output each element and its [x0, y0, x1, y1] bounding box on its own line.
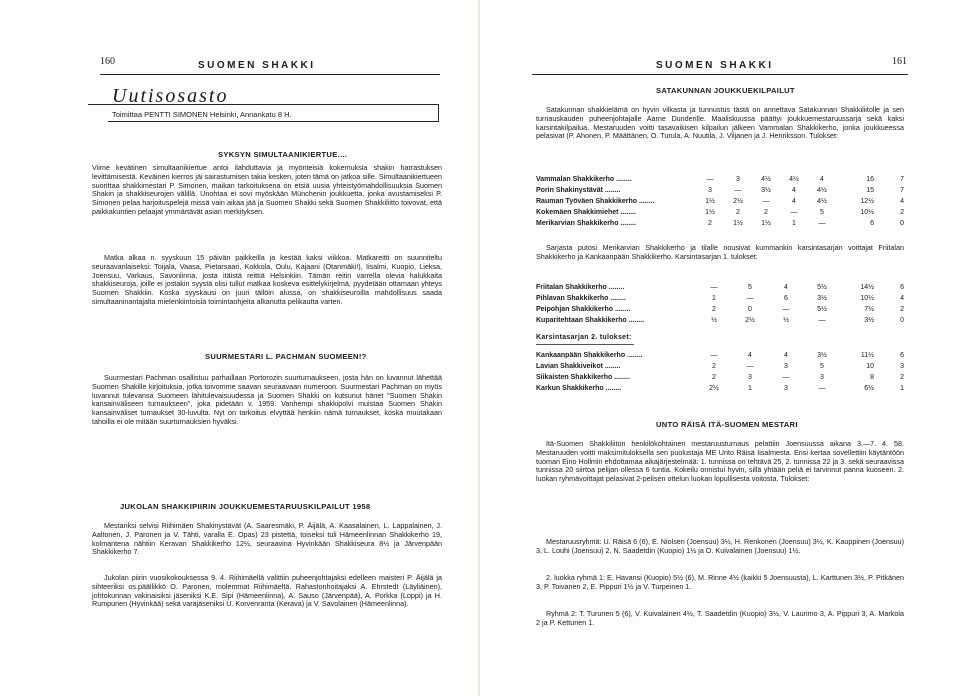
page-number: 161	[892, 56, 907, 67]
score-cell: 0	[748, 306, 752, 313]
score-cell: 2	[708, 220, 712, 227]
score-cell: —	[762, 198, 770, 205]
score-cell: 1	[748, 385, 752, 392]
score-cell: ½	[711, 317, 717, 324]
rank-cell: 2	[900, 374, 904, 381]
qualifier-2-table	[536, 350, 904, 394]
points-cell: 14½	[860, 284, 874, 291]
score-cell: —	[818, 317, 826, 324]
score-cell: 1½	[761, 220, 771, 227]
score-cell: 3	[736, 176, 740, 183]
points-cell: 8	[870, 374, 874, 381]
score-cell: 4½	[817, 187, 827, 194]
score-cell: 3	[820, 374, 824, 381]
rank-cell: 7	[900, 176, 904, 183]
points-cell: 10½	[860, 209, 874, 216]
points-cell: 7½	[864, 306, 874, 313]
rank-cell: 2	[900, 209, 904, 216]
score-cell: 2½	[733, 198, 743, 205]
score-cell: 4½	[761, 176, 771, 183]
score-cell: 5	[748, 284, 752, 291]
table-row	[536, 207, 904, 218]
article-heading: SUURMESTARI L. PACHMAN SUOMEEN!?	[205, 352, 367, 361]
points-cell: 6	[870, 220, 874, 227]
score-cell: —	[818, 220, 826, 227]
score-cell: 1½	[705, 209, 715, 216]
running-head: SUOMEN SHAKKI	[198, 60, 316, 71]
points-cell: 16	[866, 176, 874, 183]
article-heading: UNTO RÄISÄ ITÄ-SUOMEN MESTARI	[656, 420, 798, 429]
section-title: Uutisosasto	[112, 85, 229, 107]
score-cell: 1½	[705, 198, 715, 205]
team-name: Pihlavan Shakkikerho ........	[536, 295, 626, 302]
score-cell: 4	[792, 198, 796, 205]
article-paragraph: Satakunnan shakkielämä on hyvin vilkasta ja tunnustus tästä on annettava Satakunnan Shakkiliitolle ja sen turnauskauden puheenjohtajalle Aarne Dunderille. Maaliskuussa päättyi joukkuemestaruussarja sekä kaksi karsintakilpailua. Mestaruuden voitti tasavaikisen kilpailun jälkeen Vammalan Shakkikerho, jonka joukkueessa pelasivat (P. Ahonen, P. Määttänen, O. Turula, A. Nuutila, J. Viljanen ja J. Henriksson. Tulokset:	[536, 105, 904, 141]
score-cell: 4	[792, 187, 796, 194]
group-result: Mestaruusryhmä: U. Räisä 6 (6), E. Niolsen (Joensuu) 3½, H. Renkonen (Joensuu) 3½, K. Kauppinen (Joensuu) 3, L. Louhi (Joensuu) 2, N. Saadetdin (Kuopio) 1½ ja O. Kuivalainen (Joensuu) 1½.	[536, 537, 904, 555]
rank-cell: 2	[900, 306, 904, 313]
score-cell: —	[782, 374, 790, 381]
rank-cell: 4	[900, 295, 904, 302]
score-cell: 2	[712, 306, 716, 313]
score-cell: —	[710, 284, 718, 291]
rank-cell: 0	[900, 317, 904, 324]
score-cell: —	[746, 363, 754, 370]
table-row	[536, 196, 904, 207]
running-head: SUOMEN SHAKKI	[656, 60, 774, 71]
table-row	[536, 304, 904, 315]
table-row	[536, 372, 904, 383]
rank-cell: 6	[900, 352, 904, 359]
article-heading: JUKOLAN SHAKKIPIIRIN JOUKKUEMESTARUUSKILPAILUT 1958	[120, 502, 371, 511]
score-cell: —	[746, 295, 754, 302]
score-cell: 2	[712, 363, 716, 370]
score-cell: —	[706, 176, 714, 183]
points-cell: 10	[866, 363, 874, 370]
rank-cell: 1	[900, 385, 904, 392]
score-cell: ½	[783, 317, 789, 324]
table-row	[536, 361, 904, 372]
score-cell: 5½	[817, 306, 827, 313]
article-heading: SYKSYN SIMULTAANIKIERTUE....	[218, 150, 348, 159]
team-name: Vammalan Shakkikerho ........	[536, 176, 632, 183]
score-cell: 2	[764, 209, 768, 216]
score-cell: 3	[784, 385, 788, 392]
header-rule	[532, 74, 908, 75]
score-cell: 4½	[789, 176, 799, 183]
points-cell: 15	[866, 187, 874, 194]
team-name: Rauman Työväen Shakkikerho ........	[536, 198, 655, 205]
table-row	[536, 315, 904, 326]
team-name: Lavian Shakkiveikot ........	[536, 363, 621, 370]
rank-cell: 7	[900, 187, 904, 194]
score-cell: —	[734, 187, 742, 194]
results-table	[536, 174, 904, 229]
score-cell: 3½	[817, 352, 827, 359]
points-cell: 3½	[864, 317, 874, 324]
team-name: Peipohjan Shakkikerho ........	[536, 306, 631, 313]
points-cell: 6½	[864, 385, 874, 392]
article-heading: SATAKUNNAN JOUKKUEKILPAILUT	[656, 86, 795, 95]
qualifier-1-table	[536, 282, 904, 326]
article-paragraph: Mestariksi selvisi Riihimäen Shakinystävät (A. Saaresmäki, P. Äijälä, A. Kaasalainen, L. Lappalainen, J. Aaltonen, J. Paronen ja V. Tähti, varalla E. Opas) 23 pistettä, toiseksi tuli Hämeenlinnan Shakkikerho 19, kolmantena nähtiin Keravan Shakkikerho 12½, seuraavina Hyvinkään Shakkiseura 8½ ja Järvenpään Shakkikerho 7.	[92, 521, 442, 557]
score-cell: 4	[748, 352, 752, 359]
score-cell: —	[782, 306, 790, 313]
score-cell: 3	[708, 187, 712, 194]
points-cell: 11½	[860, 352, 874, 359]
page-number: 160	[100, 56, 115, 67]
score-cell: 1	[792, 220, 796, 227]
points-cell: 10½	[860, 295, 874, 302]
table-row	[536, 350, 904, 361]
rank-cell: 4	[900, 198, 904, 205]
team-name: Kankaanpään Shakkikerho ........	[536, 352, 643, 359]
article-paragraph: Viime kevätinen simultaanikiertue antoi ilahduttavia ja myönteisiä kokemuksia shakin harrastuksen levittämisestä. Keväinen kierros jäi sairastumisen takia kesken, joten tämä on jatkoa sille. Simultaanikiertueen suorittaa shakkimestari P. Simonen, maikan tarkoituksena on etsiä uusia yhteistyömahdollisuuksia Suomen Shakin ja shakkiseurojen välillä. Unohtaa ei sovi myöskään Münchenin joukkuetta, jonka avustamiseksi P. Simonen pelaa harjoituspelejä missä vain aikaa jää ja Suomen Shakki sekä Suomen Shakkiliitto toivovat, että paikkakuntien pelaajat ymmärtävät asian merkityksen.	[92, 163, 442, 216]
rank-cell: 0	[900, 220, 904, 227]
team-name: Karkun Shakkikerho ........	[536, 385, 622, 392]
team-name: Kuparitehtaan Shakkikerho ........	[536, 317, 645, 324]
masthead-editor: Toimittaa PENTTI SIMONEN Helsinki, Annankatu 8 H.	[112, 110, 292, 119]
rank-cell: 3	[900, 363, 904, 370]
score-cell: 2½	[709, 385, 719, 392]
label-rule	[536, 344, 634, 345]
score-cell: 6	[784, 295, 788, 302]
article-paragraph: Sarjasta putosi Merikarvian Shakkikerho ja tilalle nousivat kummankin karsintasarjan voittajat Friitalan Shakkikerho ja Kankaanpään Shakkikerho. Karsintasarjan 1. tulokset:	[536, 243, 904, 261]
table-row	[536, 174, 904, 185]
header-rule	[100, 74, 440, 75]
score-cell: 3	[784, 363, 788, 370]
table-row	[536, 293, 904, 304]
right-page	[480, 0, 959, 696]
score-cell: 2	[712, 374, 716, 381]
score-cell: 4	[784, 352, 788, 359]
team-name: Merikarvian Shakkikerho ........	[536, 220, 636, 227]
score-cell: —	[790, 209, 798, 216]
team-name: Friitalan Shakkikerho ........	[536, 284, 625, 291]
score-cell: —	[710, 352, 718, 359]
article-paragraph: Matka alkaa n. syyskuun 15 päivän paikkeilla ja kestää kaksi viikkoa. Matkareitti on suunniteltu seuraavanlaiseksi: Toijala, Vaasa, Pietarsaari, Kokkola, Oulu, Kajaani (Otanmäki!), Iisalmi, Kuopio, Lieksa, Joensuu, Varkaus, Savonlinna, josta itäistä reittiä Helsinkiin. Tämän reitin varrella olevia halukkaita shakkiseuroja, joille ei jostakin syystä olisi tullut matkaa koskeva esittelykirjelmä, pyydetään ottamaan yhteys Suomen Shakkiin. Koska syyskausi on juuri tällöin alussa, on shakkiseuroilla mahdollisuus saada simultaaninantajalta mielenkiintoisia toimintaohjeita alkanutta pelikautta varten.	[92, 253, 442, 306]
score-cell: 5	[820, 209, 824, 216]
team-name: Siikaisten Shakkikerho ........	[536, 374, 630, 381]
table-row	[536, 218, 904, 229]
score-cell: 4½	[817, 198, 827, 205]
article-paragraph: Itä-Suomen Shakkiliiton henkilökohtainen mestaruusturnaus pelattiin Joensuussa aikana 3.—7. 4. 58. Mestaruuden voitti maksimituloksella sen puolustaja ME Unto Räisä Iisalmesta. Ensi kertaa sovellettiin käytäntöön tuomari Eino Hollmin ehdottamaa aikajärjestelmää: 1. tunnissa on tehtävä 25, 2. tunnissa 22 ja 3. sekä seuraavissa tunnissa 20 siirtoa pelijan ollessa 6 tuntia. Kokeilu onnistui hyvin, sillä yhtään peliä ei tarvinnut panna kuoseen. 2. luokan ryhmävoittajat pelasivat 2-pelisen ottelun luokan lopullisesta voitosta. Tulokset:	[536, 439, 904, 484]
table-row	[536, 185, 904, 196]
score-cell: 3½	[817, 295, 827, 302]
score-cell: 5½	[817, 284, 827, 291]
table-row	[536, 383, 904, 394]
rank-cell: 6	[900, 284, 904, 291]
article-paragraph: Suurmestari Pachman osallistuu parhaillaan Portorozin suurturnaukseen, josta hän on luvannut lähettää Suomen Shakille kirjoituksia, jotka toivomme saavan seuraavaan numeroon. Suurmestari Pachman on myös luvannut tulevansa Suomeen lähitulevaisuudessa ja Suomen Shakki on kutsunut hänet "Suomen Shakin kansainväliseen turnaukseen", joka pidetään v. 1959. Vanhempi shakkipolvi muistaa Suomen Shakin kansainväliset turnaukset 30-luvulta. Nyt on tarkoitus elvyttää henkiin nämä turnaukset, koska muutakaan tahoilla ei ole mitään suurturnauksien hyväksi.	[92, 373, 442, 426]
group-result: Ryhmä 2: T. Turunen 5 (6), V. Kuivalainen 4½, T. Saadetdin (Kuopio) 3½, V. Laurimo 3, A. Pippuri 3, A. Markola 2 ja P. Kettunen 1.	[536, 609, 904, 627]
table-row	[536, 282, 904, 293]
group-result: 2. luokka ryhmä 1: E. Havansi (Kuopio) 5½ (6), M. Rinne 4½ (kaikki 5 Joensuusta), L. Karttunen 3½, P. Pitkänen 3, P. Toivanen 2, E. Pippuri 1½ ja V. Turpeinen 1.	[536, 573, 904, 591]
qualifier-2-label: Karsintasarjan 2. tulokset:	[536, 334, 632, 341]
score-cell: 5	[820, 363, 824, 370]
score-cell: 3	[748, 374, 752, 381]
score-cell: —	[818, 385, 826, 392]
article-paragraph: Jukolan piirin vuosikokouksessa 9. 4. Riihimäellä valittiin puheenjohtajaksi edelleen maisteri P. Äijälä ja sihteeriksi os.päällikkö O. Paronen, molemmat Riihimäeltä. Rahastonhoitajaksi A. Ehrstedt (Läyliäinen), johtokunnan vakinaisiksi jäseniksi K.E. Sipi (Hämeenlinna), A. Sauso (Järvenpää), A. Porkka (Loppi) ja H. Rumpunen (Hyvinkää) sekä varajäseniksi U. Korvenranta (Kerava) ja V. Savolainen (Hämeenlinna).	[92, 573, 442, 609]
score-cell: 1	[712, 295, 716, 302]
score-cell: 2	[736, 209, 740, 216]
team-name: Kokemäen Shakkimiehet ........	[536, 209, 636, 216]
team-name: Porin Shakinystävät ........	[536, 187, 621, 194]
score-cell: 3½	[761, 187, 771, 194]
score-cell: 1½	[733, 220, 743, 227]
points-cell: 12½	[860, 198, 874, 205]
score-cell: 4	[784, 284, 788, 291]
score-cell: 2½	[745, 317, 755, 324]
score-cell: 4	[820, 176, 824, 183]
